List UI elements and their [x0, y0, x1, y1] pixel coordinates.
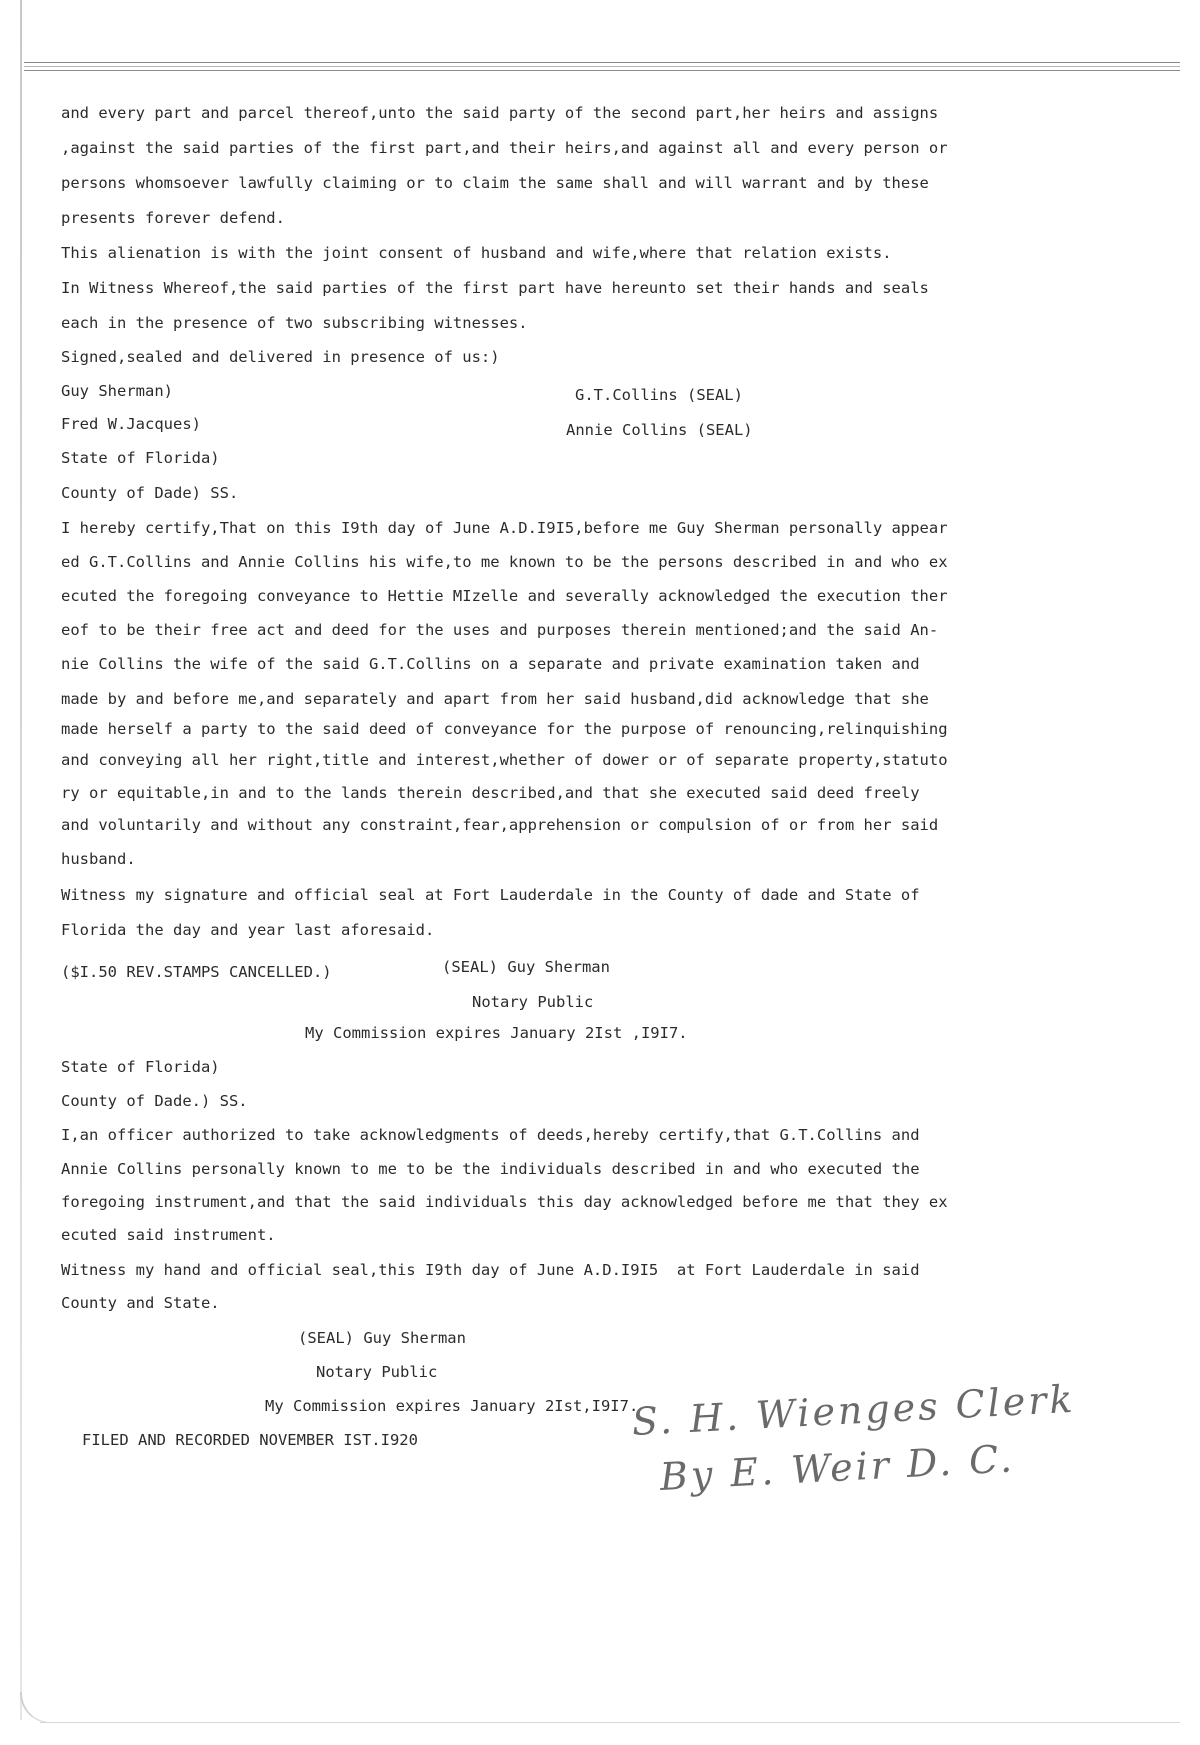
witness-name: Fred W.Jacques) [61, 415, 201, 433]
venue-county: County of Dade.) SS. [61, 1092, 248, 1110]
commission-expiry: My Commission expires January 2Ist ,I9I7. [305, 1024, 688, 1042]
venue-state: State of Florida) [61, 1058, 220, 1076]
deed-text-line: persons whomsoever lawfully claiming or to claim the same shall and will warrant and by these [61, 174, 929, 192]
deputy-clerk-handwritten-signature: By E. Weir D. C. [658, 1436, 1016, 1499]
deed-text-line: In Witness Whereof,the said parties of the first part have hereunto set their hands and seals [61, 279, 929, 297]
grantor-signature: G.T.Collins (SEAL) [575, 386, 743, 404]
acknowledgment-text-line: ry or equitable,in and to the lands therein described,and that she executed said deed freely [61, 784, 920, 802]
clerk-handwritten-signature: S. H. Wienges Clerk [630, 1376, 1077, 1444]
acknowledgment-text-line: Florida the day and year last aforesaid. [61, 921, 435, 939]
page-edge-bottom [40, 1722, 1180, 1723]
deed-text-line: and every part and parcel thereof,unto the said party of the second part,her heirs and assigns [61, 104, 939, 122]
acknowledgment-text-line: made by and before me,and separately and apart from her said husband,did acknowledge that she [61, 690, 929, 708]
deed-text-line: Signed,sealed and delivered in presence of us:) [61, 348, 500, 366]
certificate-text-line: I,an officer authorized to take acknowledgments of deeds,hereby certify,that G.T.Collins and [61, 1126, 920, 1144]
venue-state: State of Florida) [61, 449, 220, 467]
certificate-text-line: Annie Collins personally known to me to be the individuals described in and who executed the [61, 1160, 920, 1178]
venue-county: County of Dade) SS. [61, 484, 239, 502]
page-edge [20, 0, 22, 1720]
page-corner [20, 1692, 52, 1723]
acknowledgment-text-line: eof to be their free act and deed for the uses and purposes therein mentioned;and the said An- [61, 621, 939, 639]
notary-title: Notary Public [472, 993, 594, 1011]
revenue-stamps-note: ($I.50 REV.STAMPS CANCELLED.) [61, 963, 332, 981]
notary-signature: (SEAL) Guy Sherman [442, 958, 610, 976]
filing-record: FILED AND RECORDED NOVEMBER IST.I920 [82, 1431, 418, 1449]
deed-text-line: ,against the said parties of the first part,and their heirs,and against all and every person or [61, 139, 948, 157]
acknowledgment-text-line: and conveying all her right,title and interest,whether of dower or of separate property,statuto [61, 751, 948, 769]
deed-text-line: This alienation is with the joint consent of husband and wife,where that relation exists. [61, 244, 892, 262]
certificate-text-line: ecuted said instrument. [61, 1226, 276, 1244]
certificate-text-line: County and State. [61, 1294, 220, 1312]
header-rule [24, 62, 1180, 74]
notary-signature: (SEAL) Guy Sherman [298, 1329, 466, 1347]
notary-title: Notary Public [316, 1363, 438, 1381]
acknowledgment-text-line: husband. [61, 850, 136, 868]
deed-text-line: each in the presence of two subscribing witnesses. [61, 314, 528, 332]
grantor-signature: Annie Collins (SEAL) [566, 421, 753, 439]
certificate-text-line: Witness my hand and official seal,this I9th day of June A.D.I9I5 at Fort Lauderdale in said [61, 1261, 920, 1279]
deed-text-line: presents forever defend. [61, 209, 285, 227]
acknowledgment-text-line: ed G.T.Collins and Annie Collins his wife,to me known to be the persons described in and who ex [61, 553, 948, 571]
acknowledgment-text-line: Witness my signature and official seal at Fort Lauderdale in the County of dade and State of [61, 886, 920, 904]
witness-name: Guy Sherman) [61, 382, 173, 400]
acknowledgment-text-line: nie Collins the wife of the said G.T.Collins on a separate and private examination taken and [61, 655, 920, 673]
acknowledgment-text-line: and voluntarily and without any constraint,fear,apprehension or compulsion of or from her said [61, 816, 939, 834]
acknowledgment-text-line: made herself a party to the said deed of conveyance for the purpose of renouncing,relinquishing [61, 720, 948, 738]
acknowledgment-text-line: ecuted the foregoing conveyance to Hettie MIzelle and severally acknowledged the execution ther [61, 587, 948, 605]
certificate-text-line: foregoing instrument,and that the said individuals this day acknowledged before me that they ex [61, 1193, 948, 1211]
commission-expiry: My Commission expires January 2Ist,I9I7. [265, 1397, 639, 1415]
acknowledgment-text-line: I hereby certify,That on this I9th day of June A.D.I9I5,before me Guy Sherman personally appear [61, 519, 948, 537]
